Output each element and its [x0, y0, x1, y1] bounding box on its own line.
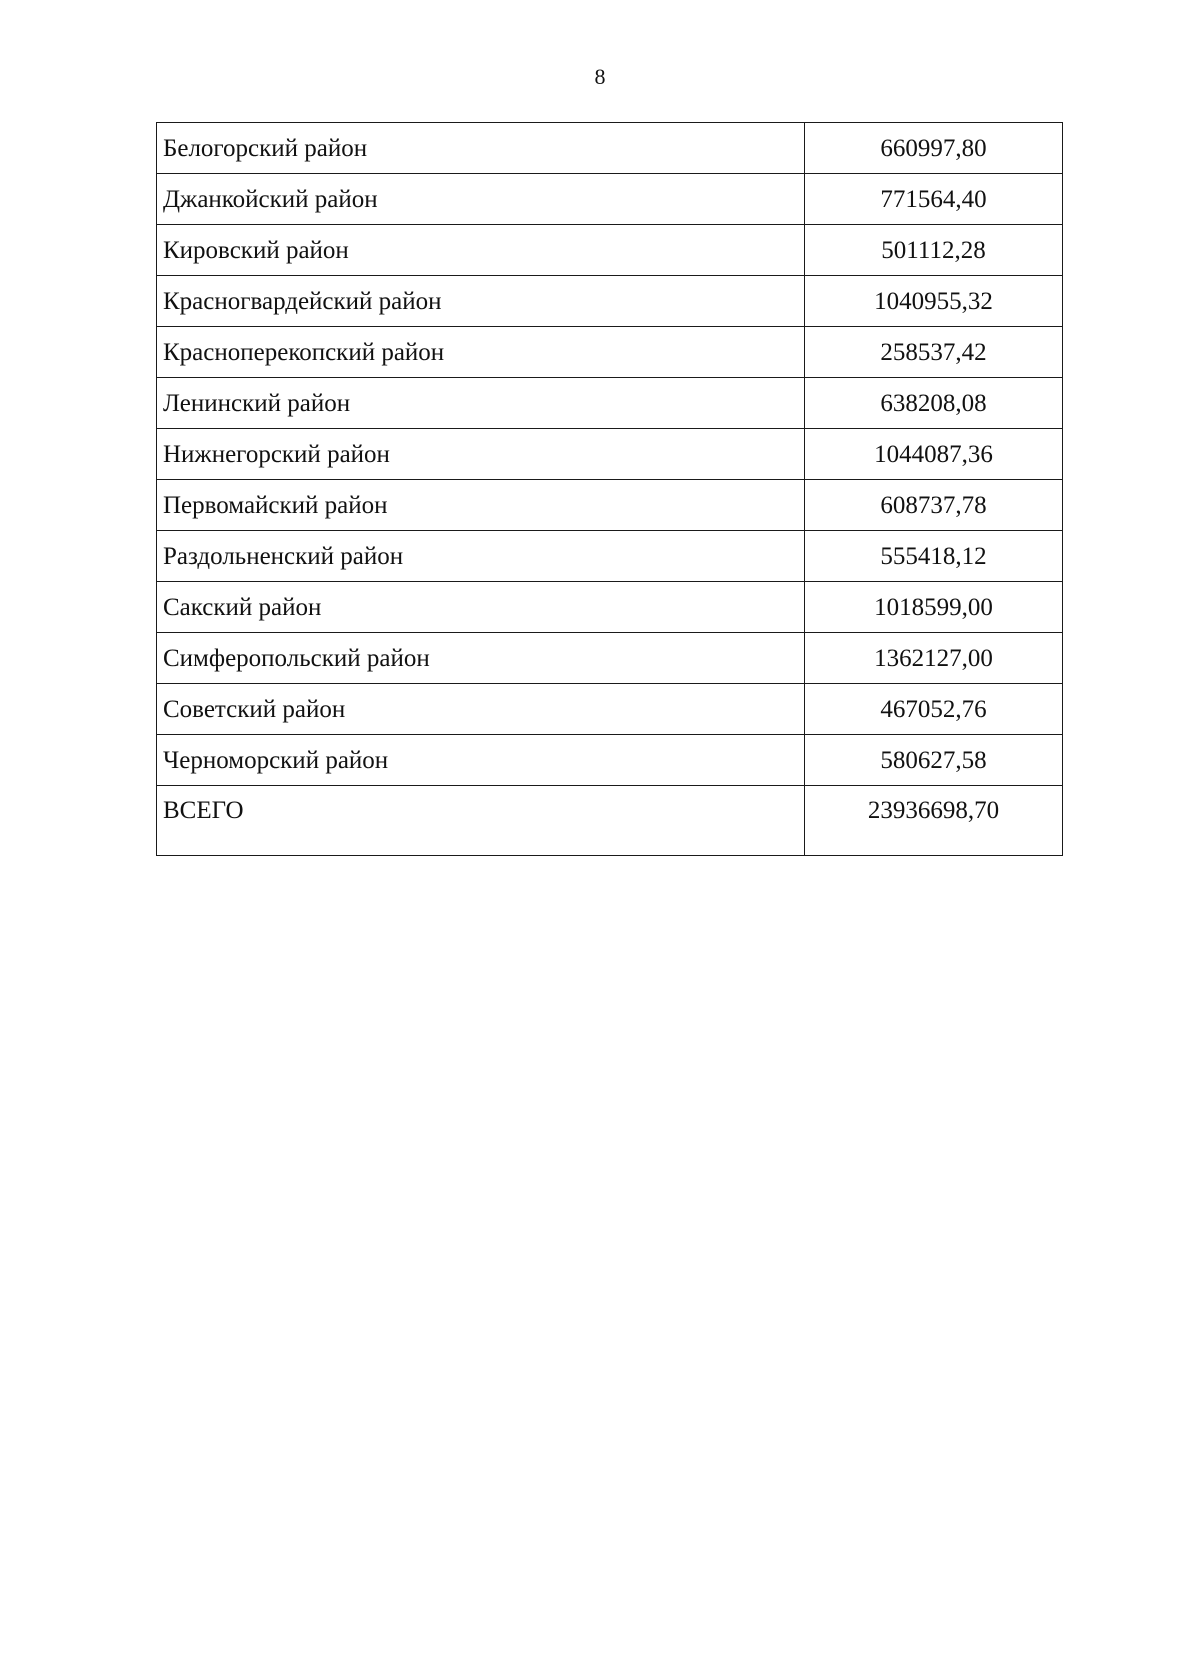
- table-row: [157, 429, 1063, 480]
- district-name: Черноморский район: [157, 735, 805, 786]
- district-value: 1018599,00: [805, 582, 1063, 633]
- district-name: Раздольненский район: [157, 531, 805, 582]
- table-row: [157, 582, 1063, 633]
- district-value: 608737,78: [805, 480, 1063, 531]
- district-value: 638208,08: [805, 378, 1063, 429]
- district-name: Ленинский район: [157, 378, 805, 429]
- district-value: 1044087,36: [805, 429, 1063, 480]
- district-value: 467052,76: [805, 684, 1063, 735]
- table-row: [157, 684, 1063, 735]
- district-name: Советский район: [157, 684, 805, 735]
- district-name: Первомайский район: [157, 480, 805, 531]
- table-row: [157, 276, 1063, 327]
- district-value: 501112,28: [805, 225, 1063, 276]
- district-name: Красноперекопский район: [157, 327, 805, 378]
- table-row: [157, 378, 1063, 429]
- district-name: Симферопольский район: [157, 633, 805, 684]
- table-row: [157, 480, 1063, 531]
- total-label: ВСЕГО: [157, 786, 805, 856]
- table-row: [157, 327, 1063, 378]
- district-value: 580627,58: [805, 735, 1063, 786]
- table-row: [157, 531, 1063, 582]
- district-value: 1040955,32: [805, 276, 1063, 327]
- table-row: [157, 633, 1063, 684]
- district-name: Сакский район: [157, 582, 805, 633]
- district-name: Красногвардейский район: [157, 276, 805, 327]
- district-name: Джанкойский район: [157, 174, 805, 225]
- table-row: [157, 174, 1063, 225]
- district-value: 555418,12: [805, 531, 1063, 582]
- district-value: 660997,80: [805, 123, 1063, 174]
- district-name: Белогорский район: [157, 123, 805, 174]
- table-row: [157, 225, 1063, 276]
- district-name: Нижнегорский район: [157, 429, 805, 480]
- district-table: [156, 122, 1063, 856]
- table-row: [157, 735, 1063, 786]
- total-row: [157, 786, 1063, 856]
- district-table-container: [156, 122, 1062, 856]
- page-number: 8: [594, 64, 606, 89]
- table-row: [157, 123, 1063, 174]
- district-name: Кировский район: [157, 225, 805, 276]
- total-value: 23936698,70: [805, 786, 1063, 856]
- district-value: 771564,40: [805, 174, 1063, 225]
- district-value: 258537,42: [805, 327, 1063, 378]
- district-value: 1362127,00: [805, 633, 1063, 684]
